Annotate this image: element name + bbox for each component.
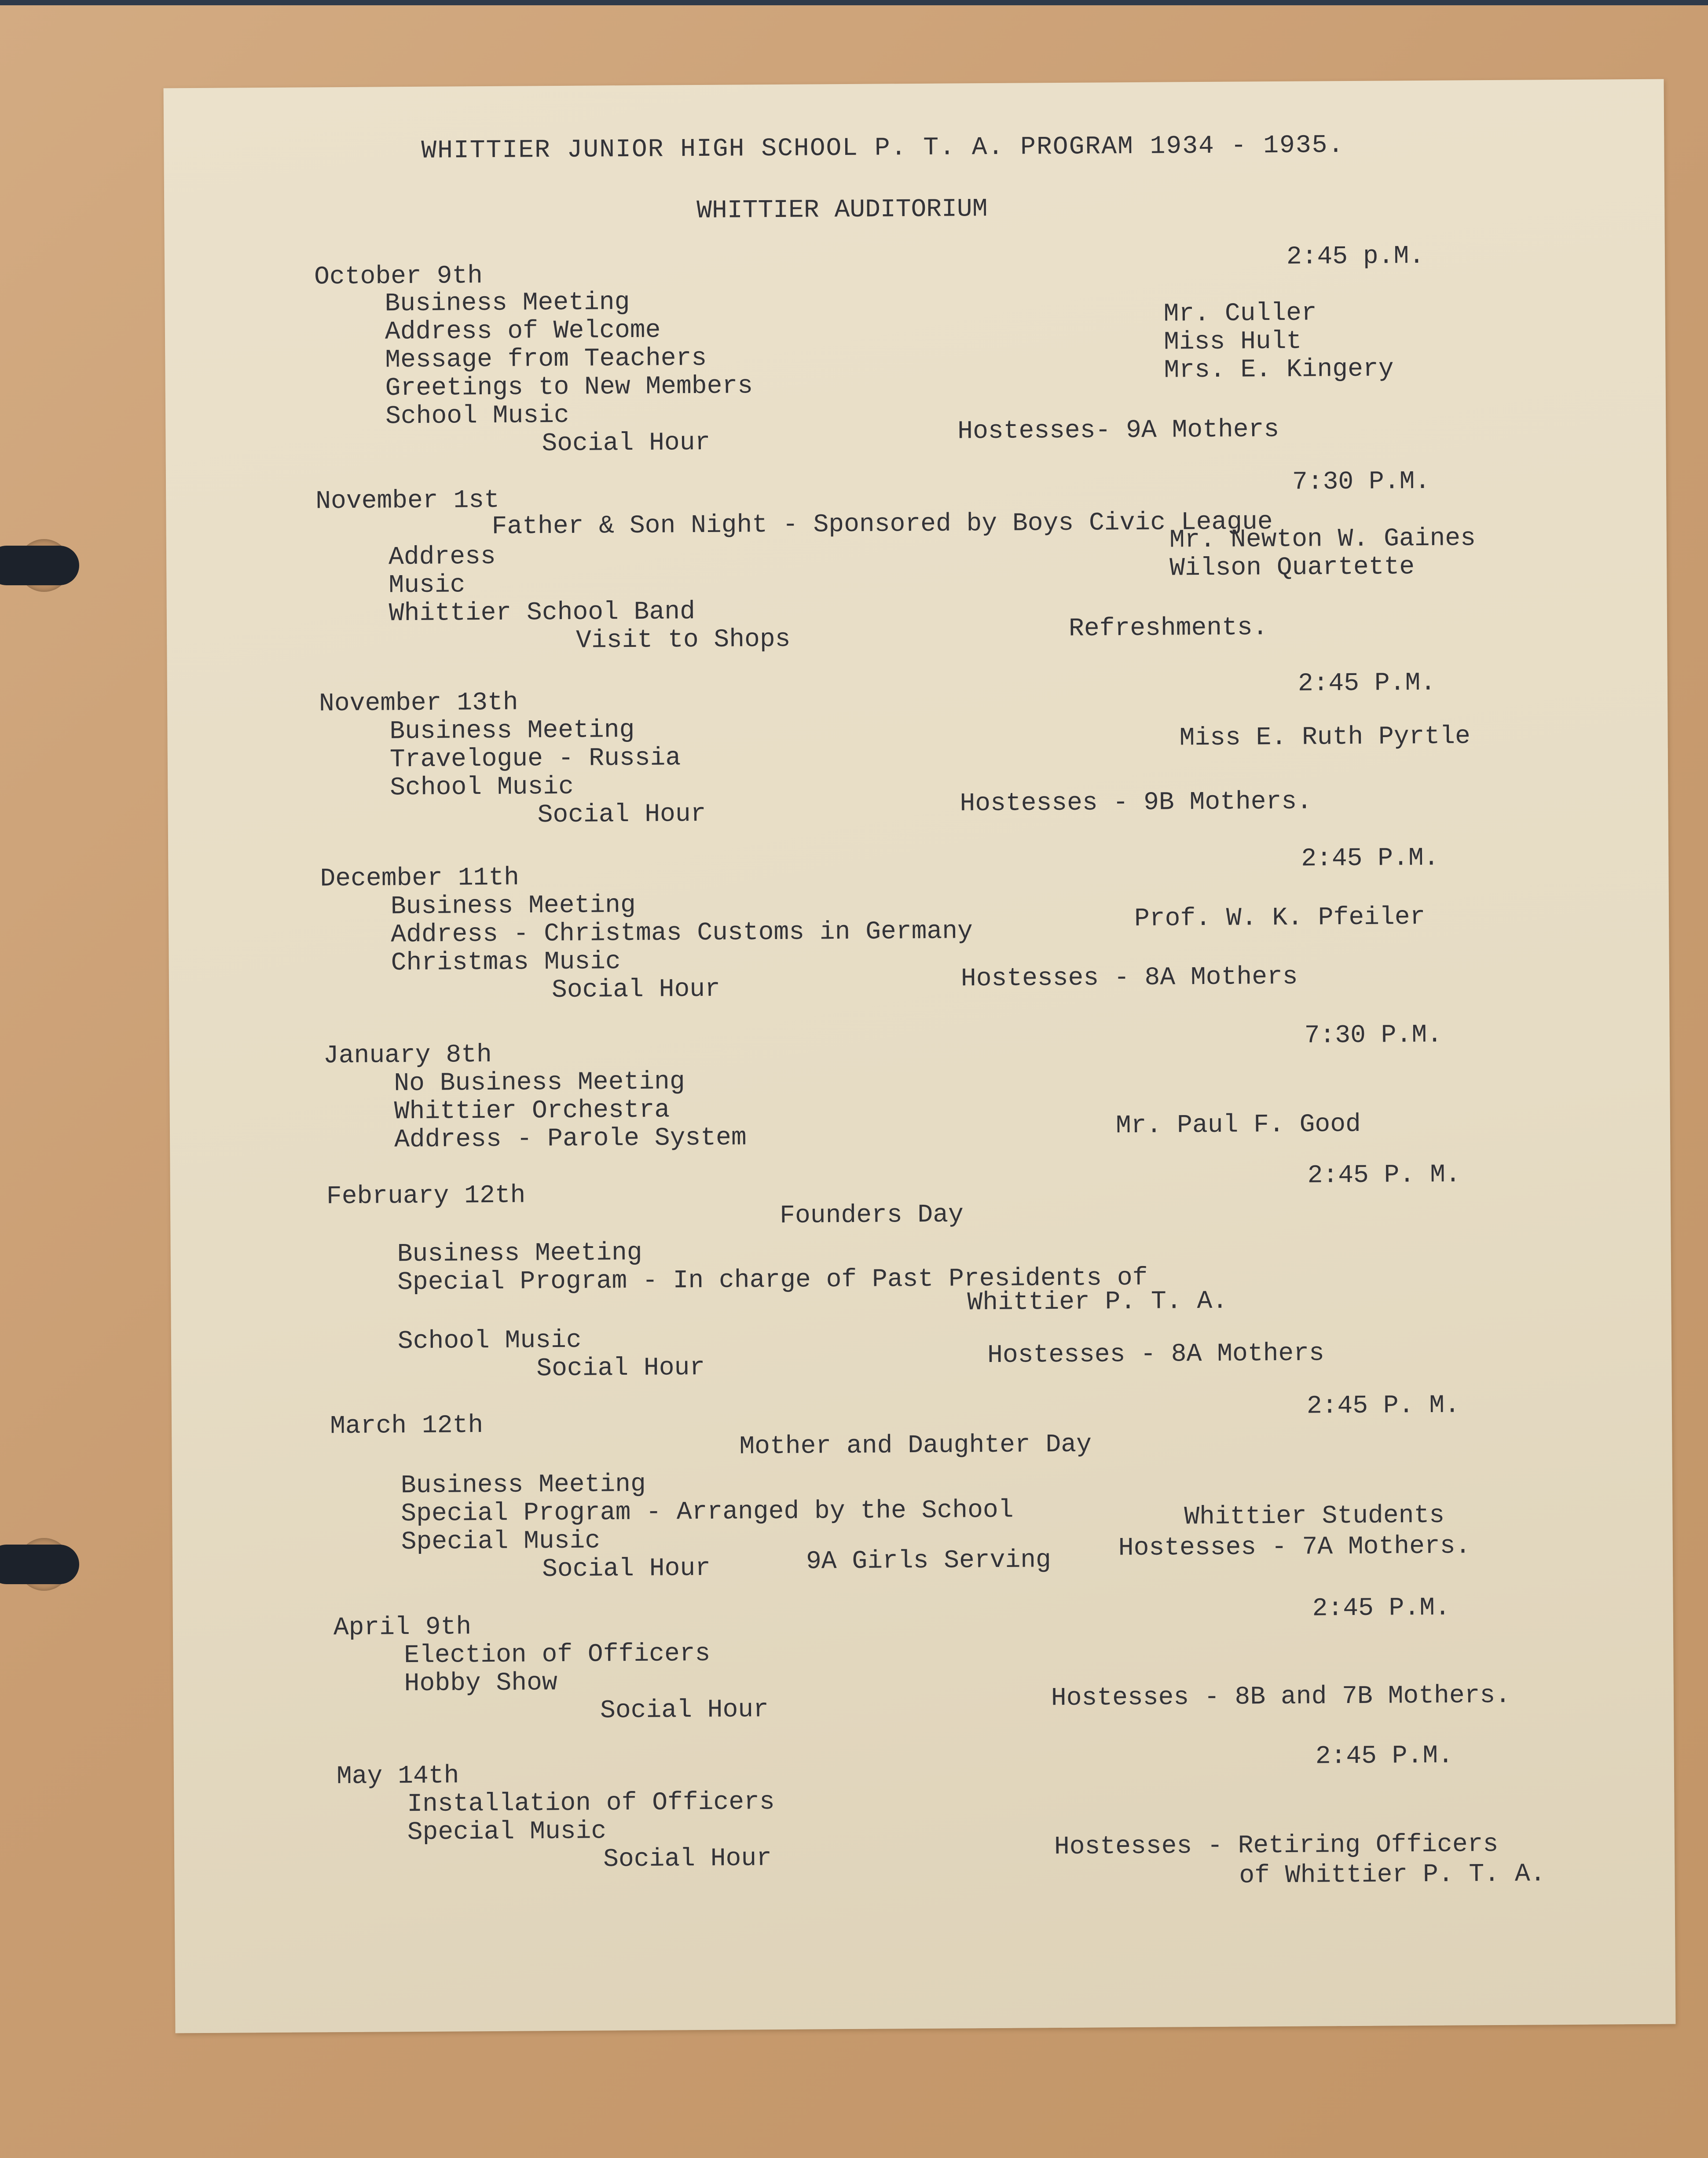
meeting-time: 7:30 P.M.: [1304, 1020, 1443, 1050]
meeting-time: 7:30 P.M.: [1292, 467, 1430, 497]
meeting-time: 2:45 P. M.: [1307, 1160, 1461, 1190]
hostesses: Hostesses - 8A Mothers: [960, 962, 1298, 994]
agenda-item: Whittier Orchestra: [394, 1096, 670, 1127]
binder-ring-upper: [0, 546, 79, 585]
agenda-item: Special Music: [401, 1527, 601, 1557]
meeting-time: 2:45 P.M.: [1312, 1593, 1451, 1623]
meeting-date: December 11th: [320, 863, 520, 894]
agenda-item: Greetings to New Members: [385, 372, 753, 403]
speaker: Prof. W. K. Pfeiler: [1134, 903, 1426, 934]
program-sheet: [164, 79, 1676, 2033]
agenda-item: School Music: [385, 401, 569, 431]
agenda-item: Social Hour: [551, 975, 721, 1005]
meeting-date: October 9th: [314, 262, 483, 292]
program-title: WHITTIER JUNIOR HIGH SCHOOL P. T. A. PROGRAM 1934 - 1935.: [421, 131, 1345, 165]
speaker: Mrs. E. Kingery: [1164, 355, 1394, 385]
binder-ring-lower: [0, 1545, 79, 1584]
speaker: Whittier Students: [1184, 1501, 1445, 1532]
hostesses: Hostesses - 8A Mothers: [987, 1339, 1325, 1370]
meeting-time: 2:45 P. M.: [1306, 1391, 1460, 1421]
agenda-item: Business Meeting: [400, 1470, 646, 1501]
agenda-item: Whittier P. T. A.: [967, 1287, 1228, 1318]
meeting-theme: Founders Day: [780, 1200, 964, 1230]
meeting-date: March 12th: [330, 1411, 484, 1441]
agenda-item: Business Meeting: [390, 891, 636, 921]
agenda-item: Visit to Shops: [576, 625, 791, 655]
hostesses: Hostesses - Retiring Officers: [1054, 1830, 1499, 1862]
agenda-item: Hobby Show: [404, 1669, 557, 1699]
serving-note: 9A Girls Serving: [806, 1546, 1052, 1576]
meeting-time: 2:45 P.M.: [1297, 668, 1436, 698]
agenda-item: Social Hour: [600, 1696, 769, 1725]
hostesses: Hostesses - 8B and 7B Mothers.: [1051, 1681, 1511, 1713]
meeting-date: November 13th: [319, 688, 518, 719]
meeting-time: 2:45 p.M.: [1286, 242, 1425, 272]
agenda-item: School Music: [397, 1326, 582, 1356]
speaker: Miss E. Ruth Pyrtle: [1179, 722, 1471, 753]
agenda-item: Social Hour: [542, 428, 711, 459]
agenda-item: Social Hour: [542, 1554, 711, 1584]
agenda-item: Special Music: [407, 1817, 607, 1847]
agenda-item: Special Program - Arranged by the School: [401, 1496, 1014, 1529]
meeting-theme: Father & Son Night - Sponsored by Boys Civic League: [491, 508, 1273, 541]
agenda-item: Message from Teachers: [385, 344, 707, 375]
hostesses: Hostesses- 9A Mothers: [957, 415, 1279, 446]
meeting-date: January 8th: [323, 1040, 492, 1071]
agenda-item: No Business Meeting: [394, 1068, 685, 1098]
meeting-date: November 1st: [315, 486, 500, 516]
speaker: Mr. Newton W. Gaines: [1169, 524, 1476, 555]
agenda-item: Special Program - In charge of Past Presidents of: [397, 1263, 1148, 1297]
hostesses: Hostesses - 7A Mothers.: [1118, 1532, 1471, 1563]
speaker: Mr. Culler: [1163, 299, 1317, 329]
meeting-time: 2:45 P.M.: [1315, 1741, 1454, 1771]
speaker: Miss Hult: [1163, 327, 1302, 357]
agenda-item: Address of Welcome: [385, 316, 661, 347]
meeting-date: April 9th: [333, 1613, 472, 1643]
agenda-item: Address: [388, 542, 496, 572]
meeting-date: May 14th: [336, 1762, 459, 1791]
meeting-date: February 12th: [326, 1181, 526, 1211]
meeting-time: 2:45 P.M.: [1301, 844, 1439, 873]
agenda-item: Election of Officers: [404, 1639, 711, 1670]
agenda-item: Whittier School Band: [389, 598, 696, 628]
agenda-item: Social Hour: [603, 1844, 772, 1874]
venue-subtitle: WHITTIER AUDITORIUM: [696, 195, 988, 226]
refreshments: Refreshments.: [1068, 613, 1268, 643]
meeting-theme: Mother and Daughter Day: [739, 1430, 1092, 1461]
agenda-item: Christmas Music: [391, 947, 621, 978]
agenda-item: Social Hour: [536, 1353, 705, 1384]
agenda-item: Music: [389, 571, 465, 600]
hostesses: Hostesses - 9B Mothers.: [960, 787, 1312, 818]
board-top-edge: [0, 0, 1708, 5]
agenda-item: School Music: [390, 772, 574, 803]
speaker: Wilson Quartette: [1169, 553, 1415, 583]
agenda-item: Business Meeting: [385, 288, 630, 319]
agenda-item: Business Meeting: [389, 716, 635, 746]
agenda-item: Address - Parole System: [394, 1123, 747, 1155]
speaker: Mr. Paul F. Good: [1115, 1110, 1361, 1141]
agenda-item: Installation of Officers: [407, 1788, 775, 1819]
agenda-item: Social Hour: [537, 800, 706, 830]
agenda-item: Address - Christmas Customs in Germany: [391, 917, 973, 950]
agenda-item: Business Meeting: [397, 1238, 642, 1269]
hostesses-continued: of Whittier P. T. A.: [1239, 1860, 1546, 1890]
agenda-item: Travelogue - Russia: [389, 744, 681, 774]
